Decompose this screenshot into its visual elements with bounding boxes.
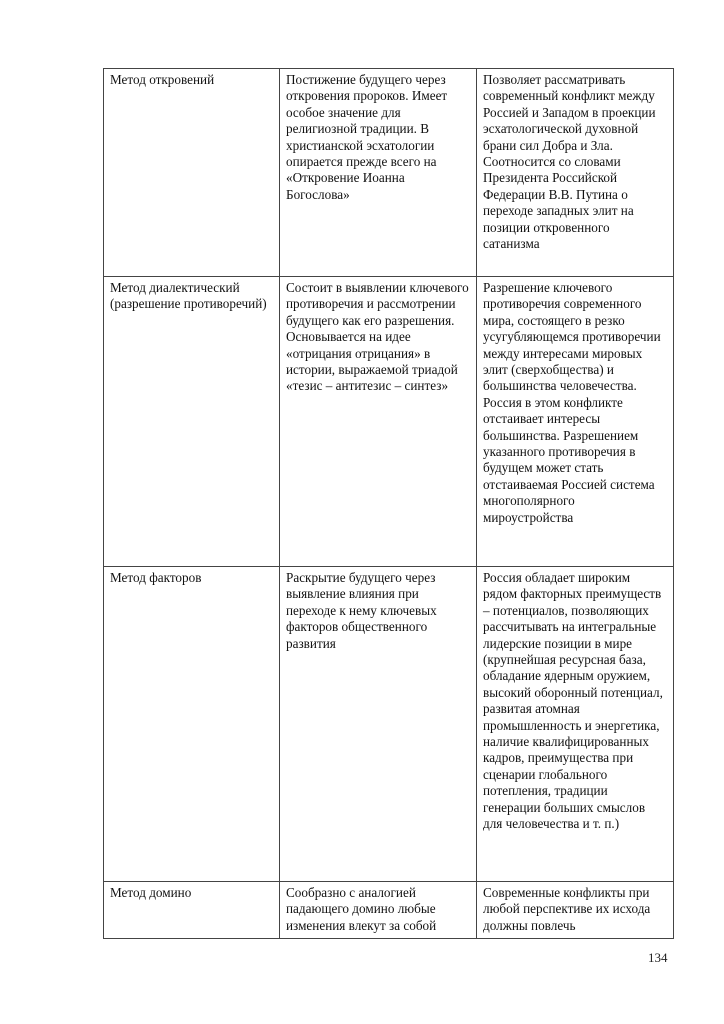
method-description-cell xyxy=(280,567,477,882)
method-application: Разрешение ключевого противоречия современного мира, состоящего в резко усугубляющемся противоречии между интересами мировых элит (сверхобщества) и большинства человечества. Россия в этом конфликте отстаивает интересы большинства. Разрешением указанного противоречия в будущем может стать отстаиваемая Россией система многополярного мироустройства xyxy=(483,280,661,525)
page-number: 134 xyxy=(648,950,668,965)
method-name: Метод откровений xyxy=(110,72,215,87)
method-application-cell xyxy=(477,69,674,277)
method-description: Состоит в выявлении ключевого противоречия и рассмотрении будущего как его разрешения. Основывается на идее «отрицания отрицания» в истории, выражаемой триадой «тезис – антитезис – синтез» xyxy=(286,280,469,394)
method-name-cell xyxy=(104,567,280,882)
method-application: Россия обладает широким рядом факторных преимуществ – потенциалов, позволяющих рассчитывать на интегральные лидерские позиции в мире (крупнейшая ресурсная база, обладание ядерным оружием, высокий оборонный потенциал, развитая атомная промышленность и энергетика, наличие квалифицированных кадров, преимущества при сценарии глобального потепления, традиции генерации больших смыслов для человечества и т. п.) xyxy=(483,570,663,832)
method-description-cell xyxy=(280,69,477,277)
table-row xyxy=(104,277,674,567)
method-name-cell xyxy=(104,277,280,567)
method-application: Позволяет рассматривать современный конфликт между Россией и Западом в проекции эсхатологической духовной брани сил Добра и Зла. Соотносится со словами Президента Российской Федерации В.В. Путина о переходе западных элит на позиции откровенного сатанизма xyxy=(483,72,656,252)
method-application-cell xyxy=(477,567,674,882)
method-application-cell xyxy=(477,882,674,939)
method-description-cell xyxy=(280,882,477,939)
method-description: Раскрытие будущего через выявление влияния при переходе к нему ключевых факторов общественного развития xyxy=(286,570,437,651)
table-row xyxy=(104,567,674,882)
method-description: Постижение будущего через откровения пророков. Имеет особое значение для религиозной традиции. В христианской эсхатологии опирается прежде всего на «Откровение Иоанна Богослова» xyxy=(286,72,448,202)
method-name-cell xyxy=(104,882,280,939)
table-row xyxy=(104,882,674,939)
method-application-cell xyxy=(477,277,674,567)
method-name: Метод домино xyxy=(110,885,192,900)
table-row xyxy=(104,69,674,277)
methods-table xyxy=(103,68,674,939)
method-name: Метод факторов xyxy=(110,570,202,585)
method-description: Сообразно с аналогией падающего домино любые изменения влекут за собой xyxy=(286,885,437,933)
method-description-cell xyxy=(280,277,477,567)
method-application: Современные конфликты при любой перспективе их исхода должны повлечь xyxy=(483,885,651,933)
method-name-cell xyxy=(104,69,280,277)
method-name: Метод диалектический (разрешение противоречий) xyxy=(110,280,267,312)
